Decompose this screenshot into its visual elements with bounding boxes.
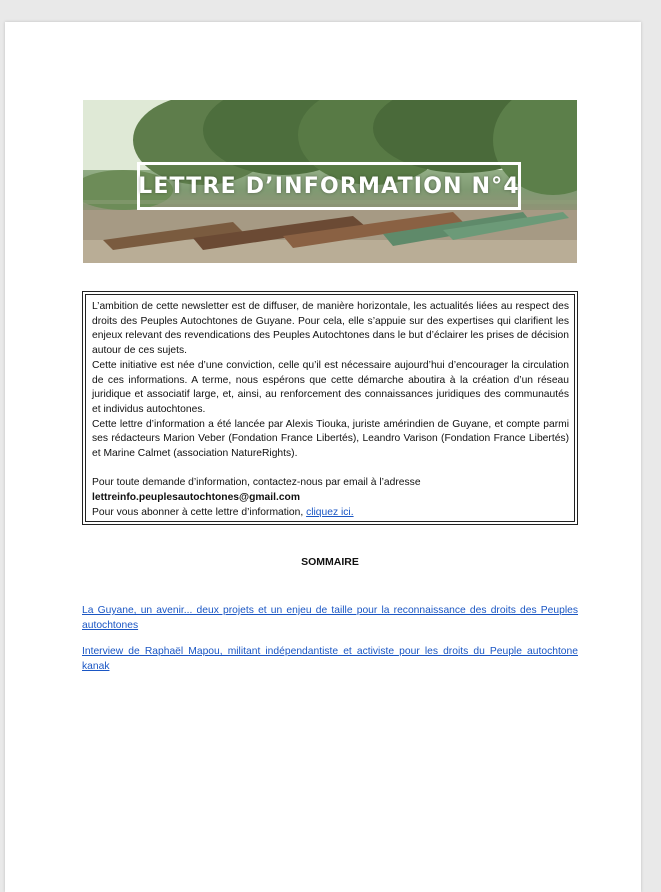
spacer — [92, 462, 569, 477]
toc-link-guyane[interactable]: La Guyane, un avenir... deux projets et un enjeu de taille pour la reconnaissance des droits des Peuples autochtones — [82, 605, 578, 631]
subscribe-line — [92, 506, 569, 521]
intro-box — [82, 291, 578, 525]
sommaire-heading: SOMMAIRE — [301, 556, 359, 568]
intro-paragraph-authors: Cette lettre d’information a été lancée par Alexis Tiouka, juriste amérindien de Guyane, et compte parmi ses rédacteurs Marion Veber (Fondation France Libertés), Leandro Varison (Fondation France Libertés) et Marine Calmet (association NatureRights). — [92, 418, 569, 460]
contact-text: Pour toute demande d’information, contactez-nous par email à l’adresse — [92, 477, 421, 489]
intro-text — [85, 294, 575, 522]
intro-paragraph-initiative: Cette initiative est née d’une conviction, celle qu’il est nécessaire aujourd’hui d’encourager la circulation de ces informations. A terme, nous espérons que cette démarche aboutira à la création d’un réseau juridique et associatif large, et, ainsi, au renforcement des connaissances juridiques des communautés et individus autochtones. — [92, 359, 569, 415]
subscribe-text: Pour vous abonner à cette lettre d’information, — [92, 506, 307, 518]
toc-link-interview-mapou[interactable]: Interview de Raphaël Mapou, militant indépendantiste et activiste pour les droits du Peuple autochtone kanak — [82, 646, 578, 672]
banner-title-frame — [137, 162, 521, 210]
subscribe-link[interactable]: cliquez ici. — [306, 506, 354, 518]
header-banner-image — [83, 100, 577, 263]
document-page — [5, 22, 641, 892]
contact-email[interactable]: lettreinfo.peuplesautochtones@gmail.com — [92, 492, 300, 504]
banner-title: LETTRE D’INFORMATION N°4 — [138, 173, 520, 199]
intro-paragraph-ambition: L’ambition de cette newsletter est de diffuser, de manière horizontale, les actualités liées au respect des droits des Peuples Autochtones de Guyane. Pour cela, elle s’appuie sur des expertises qui clarifient les enjeux relevant des revendications des Peuples Autochtones dans le but d’éclairer les prises de décision autour de ces sujets. — [92, 301, 569, 357]
